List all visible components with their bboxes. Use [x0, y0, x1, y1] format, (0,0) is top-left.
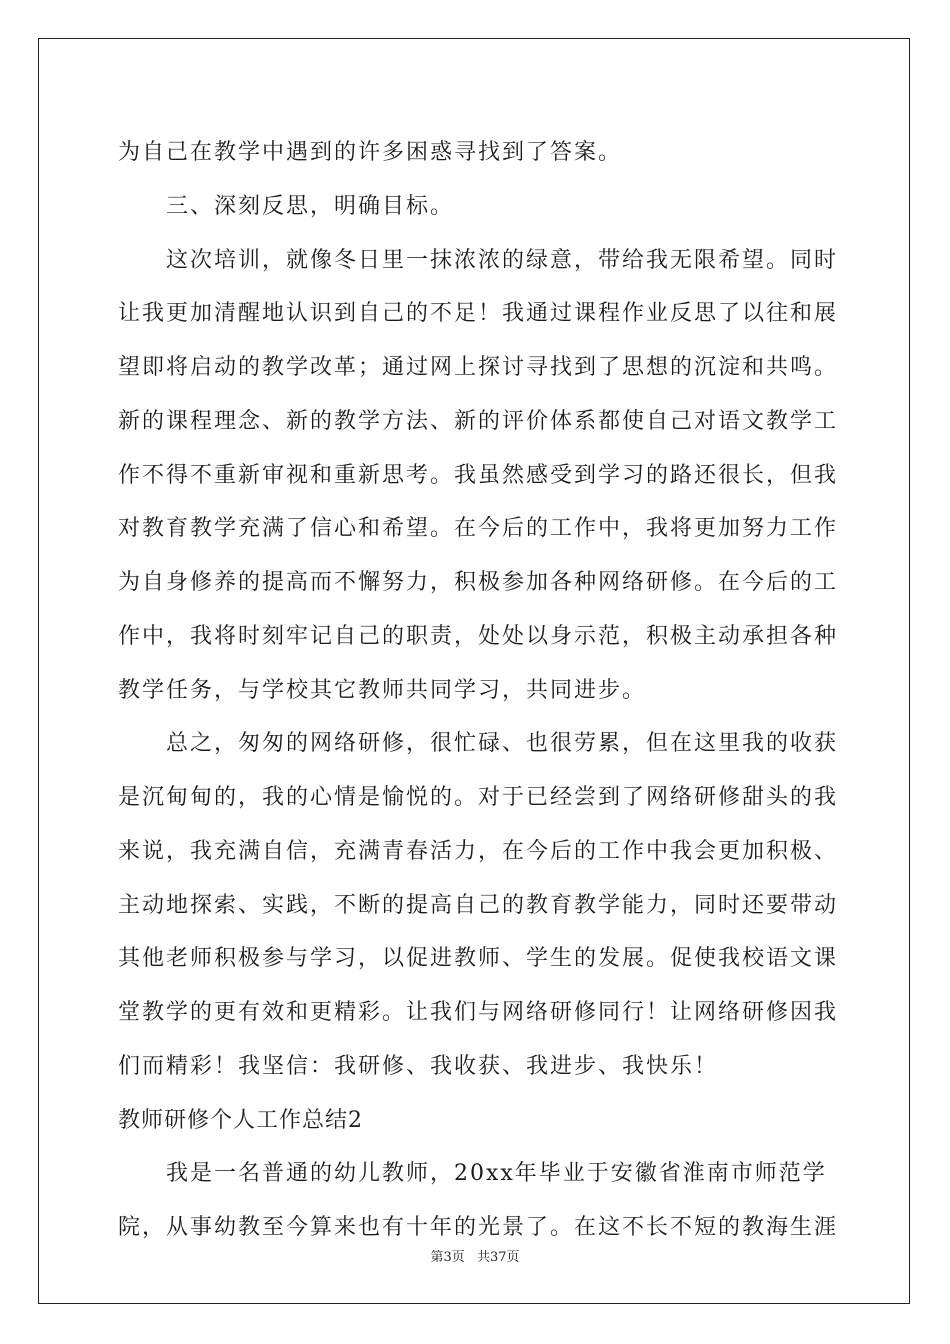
- total-pages: 共37页: [476, 1250, 520, 1265]
- text-line: 作不得不重新审视和重新思考。我虽然感受到学习的路还很长，但我: [118, 462, 839, 488]
- text-line: 这次培训，就像冬日里一抹浓浓的绿意，带给我无限希望。同时: [166, 247, 839, 273]
- article-title: 教师研修个人工作总结2: [118, 1107, 363, 1133]
- text-line: 总之，匆匆的网络研修，很忙碌、也很劳累，但在这里我的收获: [166, 731, 839, 757]
- text-line: 们而精彩！我坚信：我研修、我收获、我进步、我快乐！: [118, 1053, 719, 1079]
- document-body: [118, 126, 838, 1255]
- text-line: 主动地探索、实践，不断的提高自己的教育教学能力，同时还要带动: [118, 892, 839, 918]
- text-line: 堂教学的更有效和更精彩。让我们与网络研修同行！让网络研修因我: [118, 1000, 839, 1025]
- text-line: 是沉甸甸的，我的心情是愉悦的。对于已经尝到了网络研修甜头的我: [118, 785, 839, 810]
- text-line: 新的课程理念、新的教学方法、新的评价体系都使自己对语文教学工: [118, 408, 839, 434]
- text-line: 教学任务，与学校其它教师共同学习，共同进步。: [118, 677, 647, 703]
- text-line: 为自身修养的提高而不懈努力，积极参加各种网络研修。在今后的工: [118, 570, 839, 595]
- text-line: 我是一名普通的幼儿教师，20xx年毕业于安徽省淮南市师范学: [166, 1161, 827, 1187]
- text-line: 其他老师积极参与学习，以促进教师、学生的发展。促使我校语文课: [118, 946, 839, 972]
- page-number: 第3页: [430, 1250, 465, 1265]
- text-line: 来说，我充满自信，充满青春活力，在今后的工作中我会更加积极、: [118, 838, 839, 864]
- page-footer: [0, 1246, 950, 1265]
- section-heading: 三、深刻反思，明确目标。: [166, 193, 455, 219]
- text-line: 院，从事幼教至今算来也有十年的光景了。在这不长不短的教海生涯: [118, 1215, 839, 1240]
- text-line: 作中，我将时刻牢记自己的职责，处处以身示范，积极主动承担各种: [118, 623, 839, 649]
- text-line: 让我更加清醒地认识到自己的不足！我通过课程作业反思了以往和展: [118, 301, 839, 327]
- text-line: 为自己在教学中遇到的许多困惑寻找到了答案。: [118, 140, 623, 165]
- text-line: 望即将启动的教学改革；通过网上探讨寻找到了思想的沉淀和共鸣。: [118, 355, 839, 380]
- text-line: 对教育教学充满了信心和希望。在今后的工作中，我将更加努力工作: [118, 516, 839, 542]
